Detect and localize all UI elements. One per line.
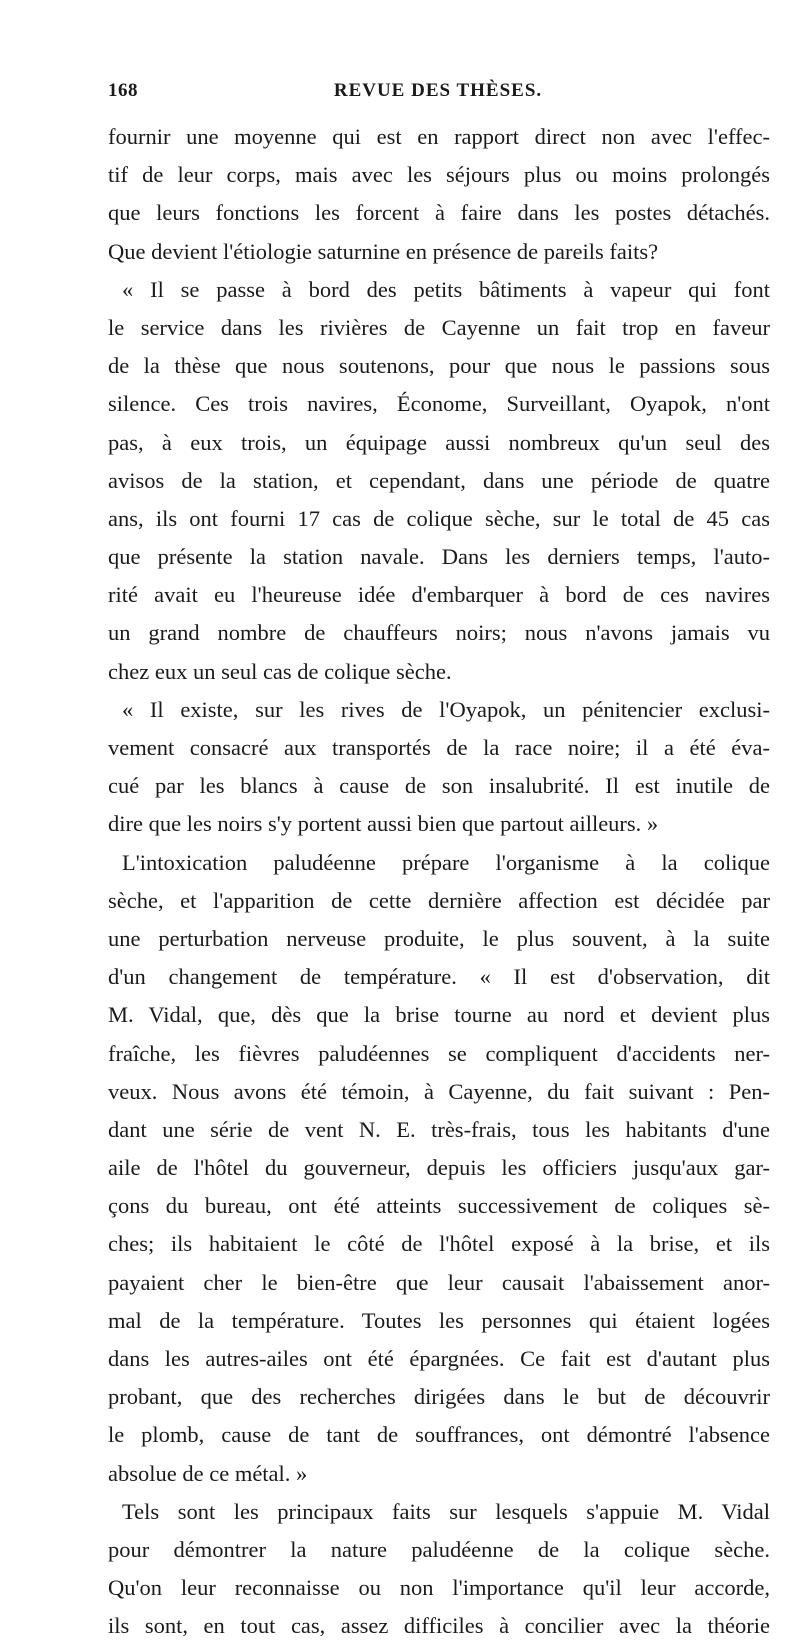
text-line: que leurs fonctions les forcent à faire dans les postes détachés. [108, 200, 770, 226]
text-line: fraîche, les fièvres paludéennes se compliquent d'accidents ner- [108, 1040, 770, 1066]
text-line: un grand nombre de chauffeurs noirs; nous n'avons jamais vu [108, 620, 770, 646]
text-line: silence. Ces trois navires, Économe, Surveillant, Oyapok, n'ont [108, 391, 770, 417]
text-line: payaient cher le bien-être que leur causait l'abaissement anor- [108, 1269, 770, 1295]
text-line: le plomb, cause de tant de souffrances, ont démontré l'absence [108, 1422, 770, 1448]
text-line: dant une série de vent N. E. très-frais, tous les habitants d'une [108, 1116, 770, 1142]
text-line: une perturbation nerveuse produite, le plus souvent, à la suite [108, 925, 770, 951]
text-line: rité avait eu l'heureuse idée d'embarquer à bord de ces navires [108, 582, 770, 608]
text-line: vement consacré aux transportés de la race noire; il a été éva- [108, 735, 770, 760]
text-line: aile de l'hôtel du gouverneur, depuis les officiers jusqu'aux gar- [108, 1155, 770, 1181]
body-text [108, 118, 770, 1646]
text-line: Que devient l'étiologie saturnine en présence de pareils faits? [108, 238, 659, 264]
text-line: dire que les noirs s'y portent aussi bien que partout ailleurs. » [108, 811, 659, 837]
text-line: tif de leur corps, mais avec les séjours plus ou moins prolongés [108, 162, 770, 188]
text-line: çons du bureau, ont été atteints successivement de coliques sè- [108, 1193, 770, 1219]
text-line: mal de la température. Toutes les personnes qui étaient logées [108, 1307, 770, 1333]
text-line: ans, ils ont fourni 17 cas de colique sèche, sur le total de 45 cas [108, 505, 770, 531]
text-line: probant, que des recherches dirigées dans le but de découvrir [108, 1384, 770, 1410]
text-line: L'intoxication paludéenne prépare l'organisme à la colique [122, 849, 770, 875]
text-line: que présente la station navale. Dans les derniers temps, l'auto- [108, 544, 770, 570]
text-line: cué par les blancs à cause de son insalubrité. Il est inutile de [108, 773, 770, 799]
text-line: avisos de la station, et cependant, dans une période de quatre [108, 467, 770, 493]
text-line: « Il existe, sur les rives de l'Oyapok, un pénitencier exclusi- [122, 696, 770, 722]
text-line: ches; ils habitaient le côté de l'hôtel exposé à la brise, et ils [108, 1231, 770, 1257]
text-line: M. Vidal, que, dès que la brise tourne au nord et devient plus [108, 1002, 770, 1028]
text-line: dans les autres-ailes ont été épargnées. Ce fait est d'autant plus [108, 1346, 770, 1371]
text-line: de la thèse que nous soutenons, pour que nous le passions sous [108, 353, 770, 379]
text-line: d'un changement de température. « Il est d'observation, dit [108, 964, 770, 990]
text-line: chez eux un seul cas de colique sèche. [108, 658, 452, 684]
text-line: pour démontrer la nature paludéenne de la colique sèche. [108, 1536, 770, 1562]
text-line: absolue de ce métal. » [108, 1460, 308, 1486]
text-line: veux. Nous avons été témoin, à Cayenne, du fait suivant : Pen- [108, 1078, 770, 1104]
text-line: le service dans les rivières de Cayenne un fait trop en faveur [108, 314, 770, 340]
page-number: 168 [108, 80, 138, 101]
text-line: « Il se passe à bord des petits bâtiments à vapeur qui font [122, 276, 770, 302]
text-line: ils sont, en tout cas, assez difficiles à concilier avec la théorie [108, 1613, 770, 1639]
text-line: sèche, et l'apparition de cette dernière affection est décidée par [108, 887, 770, 913]
running-head [108, 80, 784, 110]
text-line: Qu'on leur reconnaisse ou non l'importance qu'il leur accorde, [108, 1575, 770, 1601]
text-line: pas, à eux trois, un équipage aussi nombreux qu'un seul des [108, 429, 770, 455]
text-line: fournir une moyenne qui est en rapport direct non avec l'effec- [108, 124, 770, 149]
running-title: REVUE DES THÈSES. [333, 80, 543, 101]
text-line: Tels sont les principaux faits sur lesquels s'appuie M. Vidal [122, 1498, 770, 1524]
